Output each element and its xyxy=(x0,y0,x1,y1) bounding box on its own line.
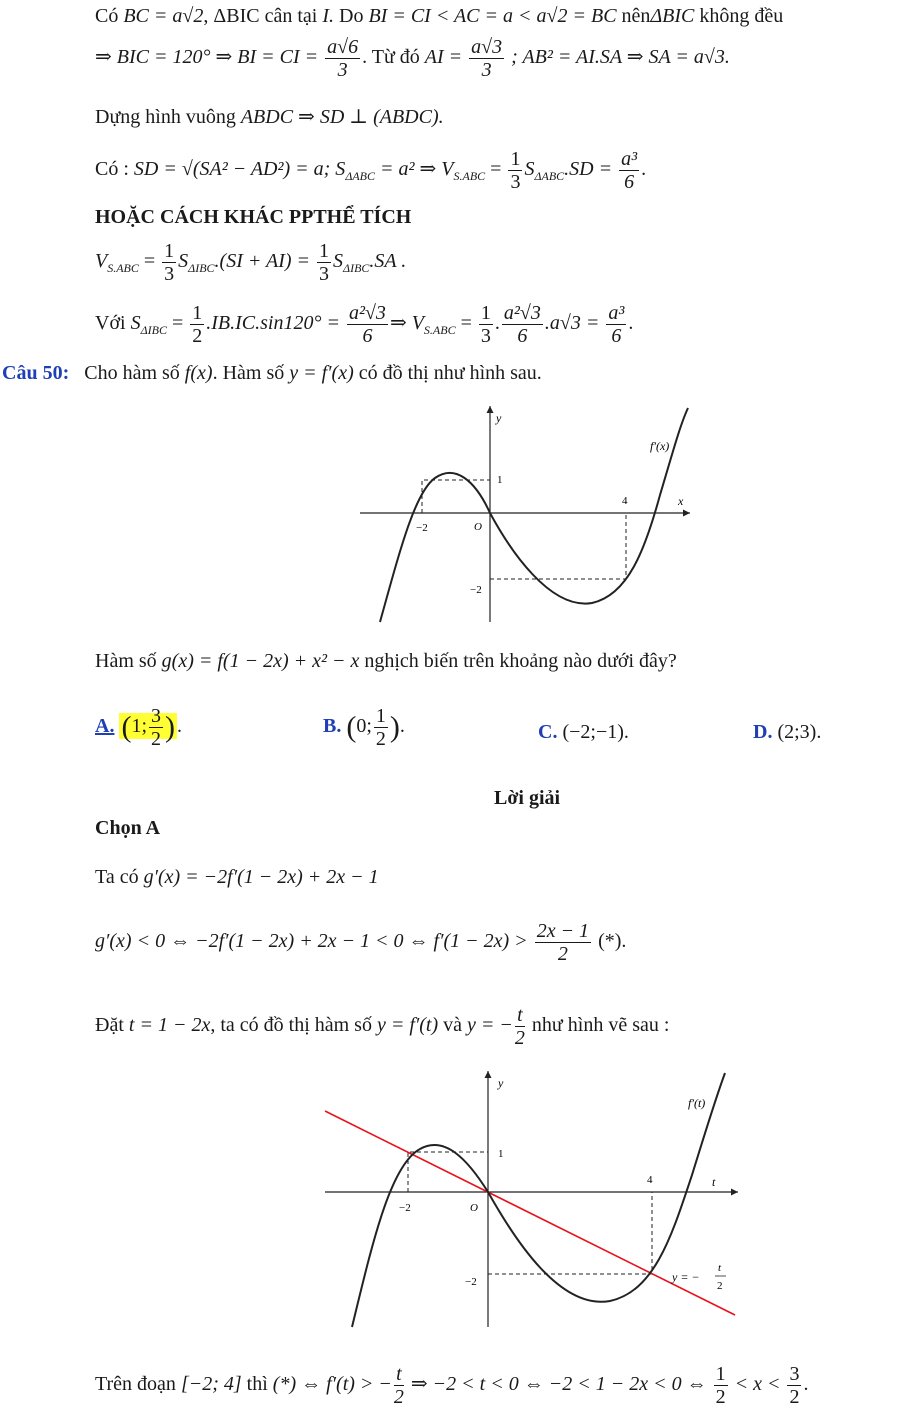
line-1 xyxy=(95,6,783,26)
subscript: ΔIBC xyxy=(140,323,167,338)
math: f(x) xyxy=(184,362,213,384)
math: y = f′(x) xyxy=(289,362,354,384)
option-label: D. xyxy=(753,721,773,743)
tick-label: 1 xyxy=(498,1148,504,1160)
text: . xyxy=(803,1373,809,1396)
fraction xyxy=(714,1363,728,1408)
tick-label: −2 xyxy=(465,1276,477,1288)
numerator: a²√3 xyxy=(503,302,541,324)
text: và xyxy=(443,1014,463,1037)
option-a[interactable]: A. (1; $\frac{3}{2}$ ) . xyxy=(95,705,183,750)
math: < x < xyxy=(734,1373,781,1396)
text: Với xyxy=(95,312,126,335)
option-c[interactable] xyxy=(538,722,629,742)
solution-final xyxy=(95,1363,808,1408)
math: = a² ⇒ V xyxy=(380,158,454,181)
subscript: ΔIBC xyxy=(188,261,215,276)
graph-derivative xyxy=(360,400,700,625)
math: ; AB² = AI.SA ⇒ SA = a√3. xyxy=(511,46,730,69)
denominator: 2 xyxy=(151,728,162,750)
math: .SD = xyxy=(564,158,613,181)
line-2 xyxy=(95,36,730,81)
tick-label: −2 xyxy=(399,1202,411,1214)
origin-label: O xyxy=(470,1202,478,1214)
text: . xyxy=(628,312,634,335)
text: 0; xyxy=(356,715,372,738)
curve-f-prime xyxy=(380,408,688,622)
math: S xyxy=(333,250,344,273)
denominator: 6 xyxy=(517,325,528,347)
option-label: A. xyxy=(95,715,115,738)
line-label: y = − xyxy=(672,1270,700,1284)
numerator: a³ xyxy=(608,302,625,324)
text: Đặt xyxy=(95,1014,124,1037)
fraction xyxy=(469,36,504,81)
numerator: a√6 xyxy=(327,36,359,58)
line-3 xyxy=(95,107,444,127)
text: (*). xyxy=(598,930,627,953)
math: ΔBIC xyxy=(650,5,695,27)
text: = xyxy=(171,312,184,335)
text: , ΔBIC cân tại xyxy=(203,5,318,27)
subscript: ΔIBC xyxy=(343,261,370,276)
fraction xyxy=(374,705,388,750)
math: ⇒ BIC = 120° ⇒ BI = CI = xyxy=(95,46,319,69)
subscript: ΔABC xyxy=(534,169,565,184)
text: Hàm số xyxy=(95,650,157,672)
text: không đều xyxy=(699,5,784,27)
math: g′(x) = −2f′(1 − 2x) + 2x − 1 xyxy=(143,866,379,888)
option-b[interactable]: B. (0; $\frac{1}{2}$ ). xyxy=(323,705,405,750)
curve-f-prime-t xyxy=(352,1073,725,1327)
option-label: C. xyxy=(538,721,558,743)
curve-label: f′(x) xyxy=(650,439,670,453)
tick-label: 1 xyxy=(497,474,503,486)
math: AI = xyxy=(424,46,463,69)
question-number: Câu 50: xyxy=(2,362,70,384)
tick-label: −2 xyxy=(470,584,482,596)
denominator: 2 xyxy=(375,728,386,750)
math: S xyxy=(178,250,189,273)
denominator: 2 xyxy=(514,1027,525,1049)
text: Trên đoạn xyxy=(95,1373,176,1396)
fraction xyxy=(347,302,388,347)
text: Có : xyxy=(95,158,129,181)
text: như hình vẽ sau : xyxy=(531,1014,670,1037)
denominator: 3 xyxy=(164,263,175,285)
fraction xyxy=(162,240,176,285)
solution-title: Lời giải xyxy=(494,787,561,809)
guide-dashed xyxy=(422,480,490,513)
fraction xyxy=(479,302,493,347)
numerator: 1 xyxy=(480,302,491,324)
numerator: 1 xyxy=(510,148,521,170)
denominator: 3 xyxy=(510,171,521,193)
tick-label: 4 xyxy=(622,495,628,507)
fraction xyxy=(502,302,543,347)
math: I. xyxy=(322,5,334,27)
tick-label: −2 xyxy=(416,522,428,534)
text: , ta có đồ thị hàm số xyxy=(210,1014,372,1037)
math: S xyxy=(130,312,141,335)
text: nên xyxy=(621,5,651,27)
math: ⇒ V xyxy=(389,312,424,335)
denominator: 2 xyxy=(557,943,568,965)
text: Ta có xyxy=(95,866,139,888)
math: BI = CI < AC = a < a√2 = BC xyxy=(368,5,617,27)
text: = xyxy=(143,250,156,273)
math: .SA . xyxy=(369,250,407,273)
text: có đồ thị như hình sau. xyxy=(358,362,542,384)
math: .(SI + AI) = xyxy=(214,250,311,273)
alt-method-heading: HOẶC CÁCH KHÁC PPTHỂ TÍCH xyxy=(95,206,412,228)
option-label: B. xyxy=(323,715,342,738)
line-6 xyxy=(95,240,406,285)
fraction xyxy=(190,302,204,347)
denominator: 2 xyxy=(192,325,203,347)
subscript: ΔABC xyxy=(345,169,376,184)
fraction xyxy=(515,1004,525,1049)
line-4: Có : SD = √(SA² − AD²) = a; $S_{\Delta ABC} = a^2$ ⇒ $V_{S.ABC}$ = $\frac{1}{3}$ $S_{\Delta ABC}.SD$ = $\frac{\text{a³}}{6}$ . xyxy=(95,148,647,193)
text: thì xyxy=(246,1373,268,1396)
denominator: 6 xyxy=(611,325,622,347)
question-line xyxy=(2,363,542,383)
line-7 xyxy=(95,302,633,347)
math: .a√3 = xyxy=(544,312,600,335)
numerator: 1 xyxy=(192,302,203,324)
numerator: 2x − 1 xyxy=(536,920,590,942)
fraction xyxy=(317,240,331,285)
denominator: 3 xyxy=(480,325,491,347)
text: = xyxy=(490,158,502,181)
curve-label: f′(t) xyxy=(688,1096,706,1110)
math: S xyxy=(524,158,535,181)
math: g(x) = f(1 − 2x) + x² − x xyxy=(161,650,360,672)
option-value: (2;3). xyxy=(777,721,822,743)
subscript: S.ABC xyxy=(423,323,456,338)
fraction xyxy=(535,920,591,965)
math: SD = √(SA² − AD²) = a; S xyxy=(133,158,346,181)
fraction xyxy=(606,302,626,347)
graph-derivative-with-line xyxy=(320,1065,740,1330)
denominator: 6 xyxy=(624,171,635,193)
fraction xyxy=(394,1363,404,1408)
text: . xyxy=(494,312,500,335)
x-label: x xyxy=(678,494,684,508)
text: Cho hàm số xyxy=(84,362,180,384)
answer-highlight: (1; $\frac{3}{2}$ ) xyxy=(121,705,176,750)
math: y = − xyxy=(467,1014,513,1037)
numerator: 3 xyxy=(151,705,162,727)
numerator: a³ xyxy=(621,148,638,170)
text: . Hàm số xyxy=(212,362,285,384)
y-label: y xyxy=(496,411,502,425)
subscript: S.ABC xyxy=(453,169,486,184)
numerator: 1 xyxy=(319,240,330,262)
prompt-line xyxy=(95,651,677,671)
numerator: a²√3 xyxy=(348,302,386,324)
numerator: t xyxy=(515,1004,525,1027)
math: [−2; 4] xyxy=(180,1373,242,1396)
numerator: 1 xyxy=(164,240,175,262)
line-label-denominator: 2 xyxy=(717,1280,723,1292)
tick-label: 4 xyxy=(647,1174,653,1186)
numerator: 3 xyxy=(789,1363,800,1385)
text: Có xyxy=(95,5,119,27)
fraction xyxy=(508,148,522,193)
math: t = 1 − 2x xyxy=(128,1014,211,1037)
denominator: 3 xyxy=(337,59,348,81)
subscript: S.ABC xyxy=(107,261,139,276)
t-label: t xyxy=(712,1175,716,1189)
math: BC = a√2 xyxy=(123,5,204,27)
numerator: t xyxy=(394,1363,404,1386)
denominator: 2 xyxy=(393,1386,404,1408)
numerator: a√3 xyxy=(471,36,503,58)
math: .IB.IC.sin120° = xyxy=(206,312,340,335)
option-value: (−2;−1). xyxy=(562,721,629,743)
fraction xyxy=(787,1363,801,1408)
y-label: y xyxy=(498,1076,504,1090)
fraction xyxy=(149,705,163,750)
denominator: 3 xyxy=(481,59,492,81)
solution-line-1 xyxy=(95,867,379,887)
math: V xyxy=(95,250,108,273)
fraction xyxy=(619,148,639,193)
origin-label: O xyxy=(474,521,482,533)
math: ⇒ −2 < t < 0 ⇔ −2 < 1 − 2x < 0 ⇔ xyxy=(410,1373,707,1396)
math: (*) ⇔ f′(t) > − xyxy=(272,1373,392,1396)
text: 1; xyxy=(131,715,148,738)
denominator: 2 xyxy=(715,1386,726,1408)
math: y = f′(t) xyxy=(376,1014,439,1037)
denominator: 3 xyxy=(319,263,330,285)
text: = xyxy=(460,312,472,335)
solution-choice: Chọn A xyxy=(95,817,161,839)
line-label-numerator: t xyxy=(718,1262,722,1274)
line-y-minus-t-half xyxy=(325,1111,735,1315)
text: . Từ đó xyxy=(362,46,420,69)
text: nghịch biến trên khoảng nào dưới đây? xyxy=(364,650,677,672)
fraction xyxy=(325,36,360,81)
solution-line-3 xyxy=(95,1004,669,1049)
solution-line-2 xyxy=(95,920,626,965)
option-d[interactable] xyxy=(753,722,821,742)
math: g′(x) < 0 ⇔ −2f′(1 − 2x) + 2x − 1 < 0 ⇔ f′(1 − 2x) > xyxy=(95,930,528,953)
text: Dựng hình vuông xyxy=(95,106,236,128)
numerator: 1 xyxy=(715,1363,726,1385)
denominator: 2 xyxy=(789,1386,800,1408)
denominator: 6 xyxy=(362,325,373,347)
text: Do xyxy=(339,5,364,27)
math: ABDC ⇒ SD ⊥ (ABDC). xyxy=(240,106,444,128)
numerator: 1 xyxy=(375,705,386,727)
